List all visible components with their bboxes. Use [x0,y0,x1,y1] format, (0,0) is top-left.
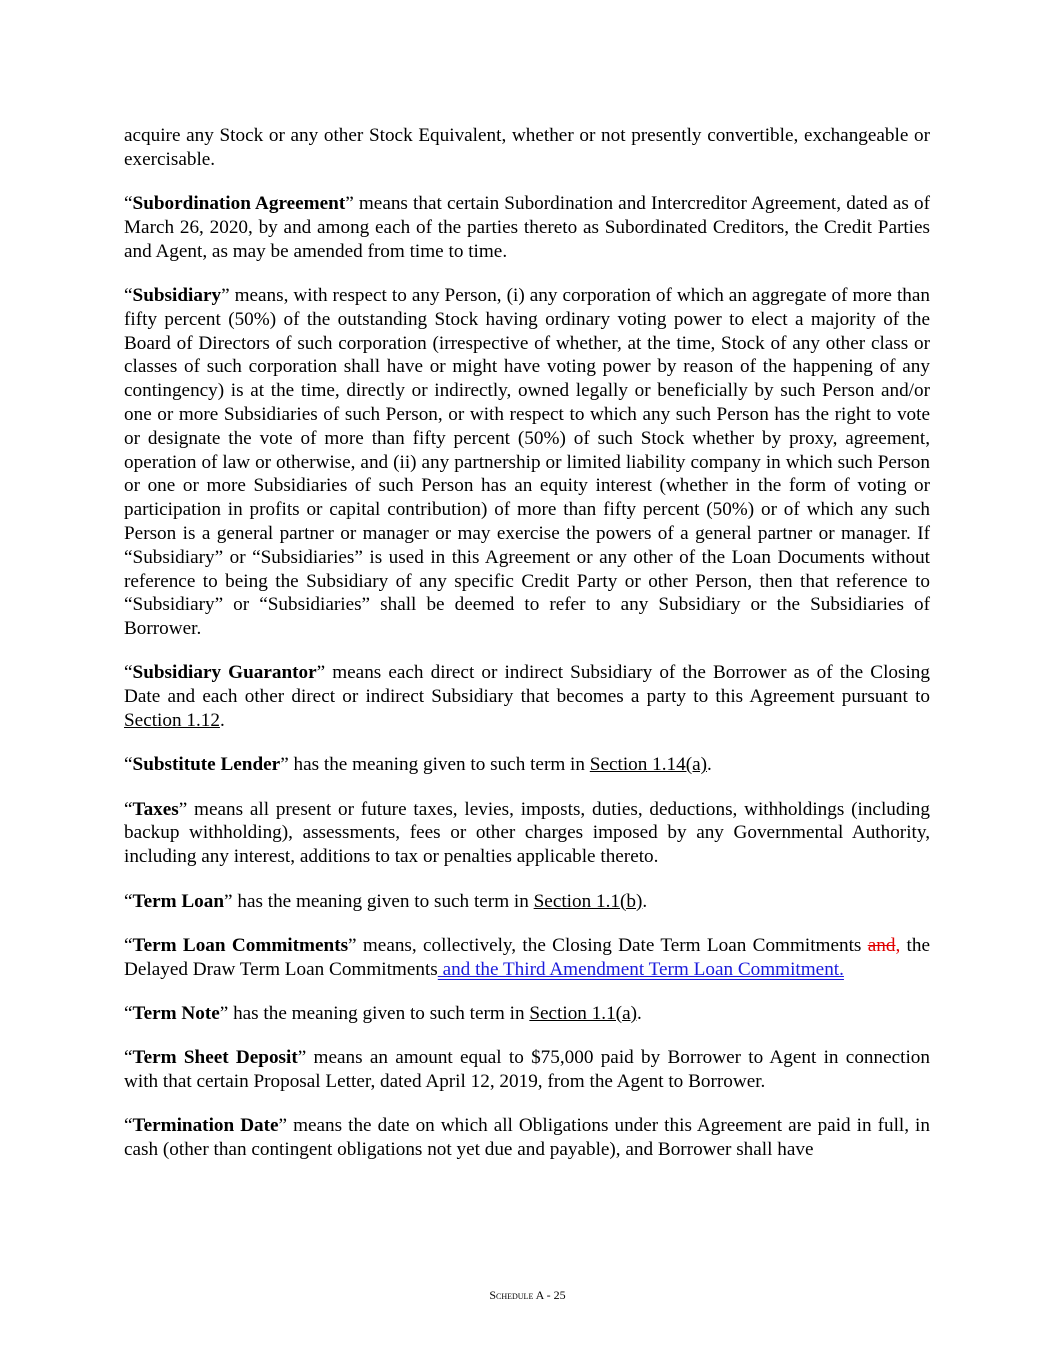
text-run: “ [124,1115,133,1137]
definition-paragraph [124,798,930,869]
definition-paragraph [124,1002,930,1026]
text-run: “ [124,798,133,820]
section-reference: Section 1.1(a) [529,1002,637,1024]
text-run: . [219,710,225,732]
page-footer: Schedule A - 25 [489,1288,566,1302]
text-run: ” has the meaning given to such term in [224,890,534,912]
text-run: “ [124,890,133,912]
text-run: . [636,1002,642,1024]
text-run: ” means the date on which all Obligations under this Agreement are paid in full, in cash (other than contingent obligations not yet due and payable), and Borrower shall have [124,1115,930,1161]
defined-term: Termination Date [132,1115,279,1137]
inserted-text: and the Third Amendment Term Loan Commitment. [437,958,844,980]
defined-term: Term Sheet Deposit [132,1047,298,1069]
defined-term: Term Loan Commitments [132,934,349,956]
inserted-text: , [895,934,901,956]
text-run: “ [124,284,133,306]
section-reference: Section 1.12 [124,710,220,732]
text-run: ” has the meaning given to such term in [280,754,590,776]
text-run: ” means that certain Subordination and Intercreditor Agreement, dated as of March 26, 2020, by and among each of the parties thereto as Subordinated Creditors, the Credit Parties and Agent, as may be amended from time to time. [124,193,931,262]
text-run: ” means all present or future taxes, levies, imposts, duties, deductions, withholdings (including backup withholding), assessments, fees or other charges imposed by any Governmental Authority, including any interest, additions to tax or penalties applicable thereto. [124,798,930,868]
text-run: ” means each direct or indirect Subsidiary of the Borrower as of the Closing Date and each other direct or indirect Subsidiary that becomes a party to this Agreement pursuant to [124,662,930,708]
definition-paragraph [124,124,930,172]
defined-term: Subordination Agreement [132,193,346,215]
text-run: “ [124,662,133,684]
section-reference: Section 1.14(a) [589,754,708,776]
text-run: . [642,890,648,912]
text-run: the Delayed Draw Term Loan Commitments [124,934,930,980]
definition-paragraph [124,753,930,777]
text-run: “ [124,934,133,956]
text-run: ” means an amount equal to $75,000 paid by Borrower to Agent in connection with that certain Proposal Letter, dated April 12, 2019, from the Agent to Borrower. [124,1047,930,1092]
text-run: “ [124,193,133,215]
definition-paragraph [124,192,930,263]
deleted-text: and [867,934,896,956]
definition-paragraph [124,661,930,732]
definition-paragraph [124,934,930,982]
text-run: ” has the meaning given to such term in [219,1002,530,1024]
defined-term: Term Loan [132,890,225,912]
text-run: “ [124,754,133,776]
text-run: “ [124,1002,133,1024]
defined-term: Taxes [132,798,179,820]
defined-term: Subsidiary Guarantor [132,662,317,684]
section-reference: Section 1.1(b) [533,890,643,912]
text-run: acquire any Stock or any other Stock Equivalent, whether or not presently convertible, exchangeable or exercisable. [124,125,930,170]
text-run: “ [124,1047,133,1069]
definition-paragraph [124,1046,930,1094]
definition-paragraph [124,890,930,914]
text-run: . [707,754,712,776]
document-body [124,124,930,1182]
defined-term: Term Note [132,1002,220,1024]
defined-term: Substitute Lender [132,754,281,776]
text-run: ” means, collectively, the Closing Date Term Loan Commitments [348,934,868,956]
defined-term: Subsidiary [132,284,222,306]
definition-paragraph [124,1114,930,1162]
definition-paragraph [124,284,930,641]
text-run: ” means, with respect to any Person, (i) any corporation of which an aggregate of more than fifty percent (50%) of the outstanding Stock having ordinary voting power to elect a majority of the Board of Directors of such corporation (irrespective of whether, at the time, Stock of any other class or classes of such corporation shall have or might have voting power by reason of the happening of any contingency) is at the time, directly or indirectly, owned legally or beneficially by such Person and/or one or more Subsidiaries of such Person, or with respect to which any such Person has the right to vote or designate the vote of more than fifty percent (50%) of such Stock whether by proxy, agreement, operation of law or otherwise, and (ii) any partnership or limited liability company in which such Person or one or more Subsidiaries of such Person has an equity interest (whether in the form of voting or participation in profits or capital contribution) of more than fifty percent (50%) or of which any such Person is a general partner or manager or may exercise the powers of a general partner or manager. If “Subsidiary” or “Subsidiaries” is used in this Agreement or any other of the Loan Documents without reference to being the Subsidiary of any specific Credit Party or other Person, then that reference to “Subsidiary” or “Subsidiaries” shall be deemed to refer to any Subsidiary or the Subsidiaries of Borrower. [124,284,930,640]
